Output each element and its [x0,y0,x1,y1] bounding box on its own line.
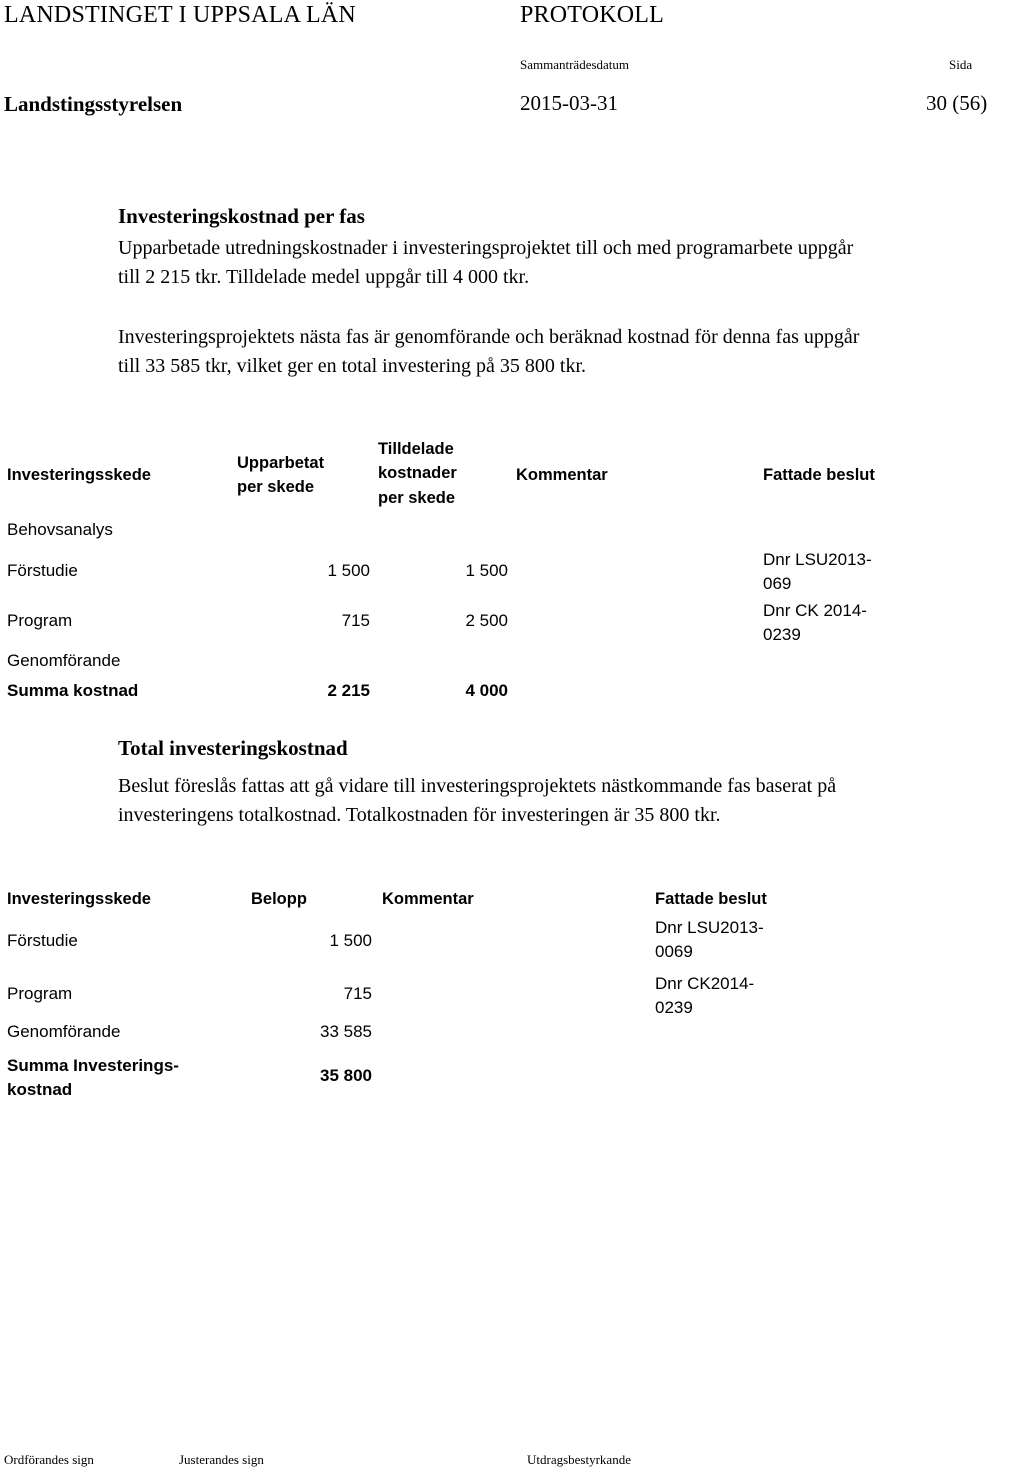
phase-cell: Genomförande [7,651,121,670]
paragraph-line: till 2 215 tkr. Tilldelade medel uppgår till 4 000 tkr. [118,266,530,288]
total-label: Summa Investerings- [7,1056,179,1075]
committee-name: Landstingsstyrelsen [4,92,183,116]
total-allocated: 4 000 [465,681,508,700]
decision-cell: 0069 [655,942,693,961]
paragraph-line: Upparbetade utredningskostnader i investeringsprojektet till och med programarbete uppgår [118,237,854,259]
decision-cell: 069 [763,574,792,593]
amount-cell: 715 [343,984,372,1003]
total-label: Summa kostnad [7,681,139,700]
phase-cell: Program [7,611,73,630]
phase-cell: Förstudie [7,561,78,580]
allocated-cell: 1 500 [465,561,508,580]
page-number: 30 (56) [926,91,988,115]
allocated-cell: 2 500 [465,611,508,630]
paragraph-line: investeringens totalkostnad. Totalkostnaden för investeringen är 35 800 tkr. [118,804,721,826]
column-header-comment: Kommentar [516,466,608,484]
organization-name: LANDSTINGET I UPPSALA LÄN [4,2,356,28]
decision-cell: 0239 [763,625,801,644]
decision-cell: Dnr CK 2014- [763,601,867,620]
section-heading-cost-per-phase: Investeringskostnad per fas [118,204,365,228]
amount-cell: 1 500 [329,931,372,950]
page-label: Sida [949,57,973,72]
column-header-amount: Belopp [251,890,307,908]
column-header-comment: Kommentar [382,890,474,908]
decision-cell: Dnr LSU2013- [655,918,764,937]
footer-chair-signature: Ordförandes sign [4,1452,94,1467]
phase-cell: Behovsanalys [7,520,113,539]
footer-extract-certification: Utdragsbestyrkande [527,1452,631,1467]
meeting-date: 2015-03-31 [520,91,618,115]
amount-cell: 33 585 [320,1022,372,1041]
worked-cell: 1 500 [327,561,370,580]
column-header-allocated: Tilldelade [378,440,454,458]
date-label: Sammanträdesdatum [520,57,630,72]
total-worked: 2 215 [327,681,370,700]
phase-cell: Förstudie [7,931,78,950]
document-type: PROTOKOLL [520,2,665,28]
column-header-decisions: Fattade beslut [655,890,767,908]
column-header-phase: Investeringsskede [7,890,151,908]
phase-cell: Program [7,984,73,1003]
section-heading-total-cost: Total investeringskostnad [118,736,348,760]
phase-cell: Genomförande [7,1022,121,1041]
column-header-allocated: per skede [378,489,456,507]
decision-cell: 0239 [655,998,693,1017]
footer-adjuster-signature: Justerandes sign [179,1452,264,1467]
paragraph-line: Beslut föreslås fattas att gå vidare till investeringsprojektets nästkommande fas baserat på [118,775,837,797]
column-header-worked: per skede [237,478,315,496]
column-header-allocated: kostnader [378,464,457,482]
total-label: kostnad [7,1080,73,1099]
paragraph-line: Investeringsprojektets nästa fas är genomförande och beräknad kostnad för denna fas uppgår [118,326,860,348]
decision-cell: Dnr LSU2013- [763,550,872,569]
column-header-phase: Investeringsskede [7,466,151,484]
column-header-decisions: Fattade beslut [763,466,875,484]
total-amount: 35 800 [320,1066,372,1085]
decision-cell: Dnr CK2014- [655,974,755,993]
paragraph-line: till 33 585 tkr, vilket ger en total investering på 35 800 tkr. [118,355,587,377]
worked-cell: 715 [341,611,370,630]
column-header-worked: Upparbetat [237,454,325,472]
